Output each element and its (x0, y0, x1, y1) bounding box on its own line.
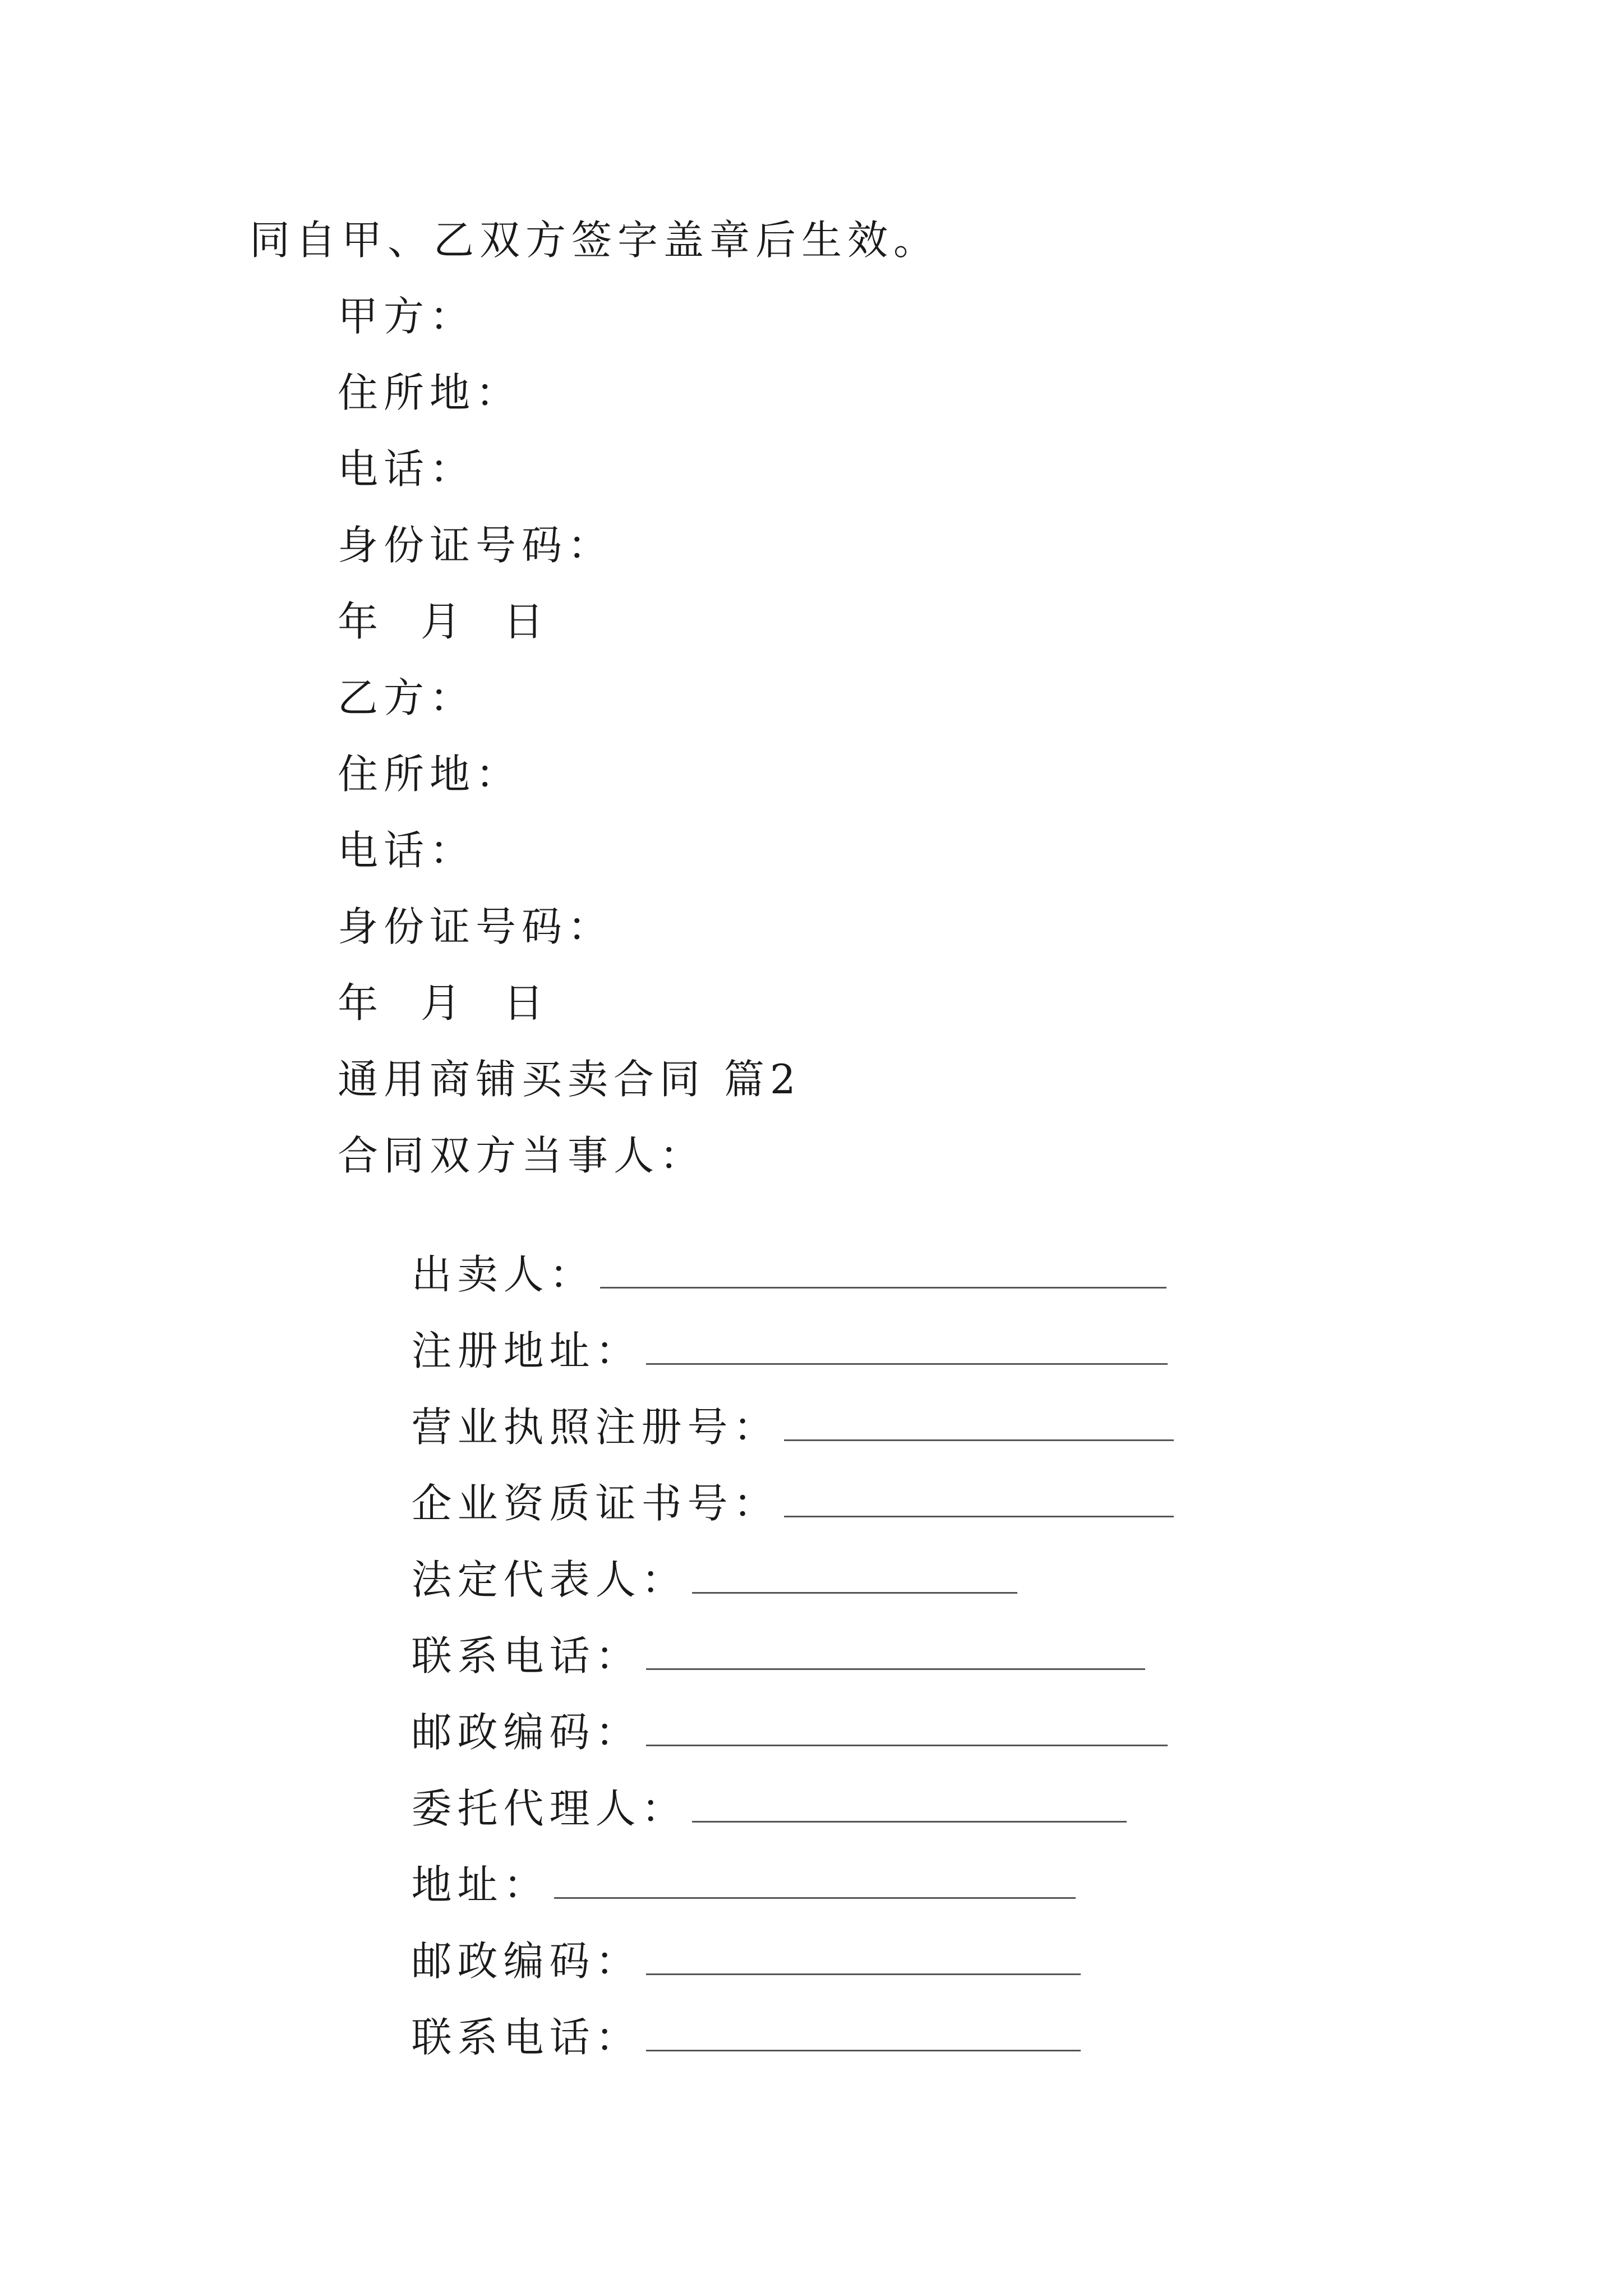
intro-line: 同自甲、乙双方签字盖章后生效。 (250, 217, 940, 264)
registered-address-blank-line (646, 1328, 1168, 1365)
party-b-label: 乙方： (338, 674, 476, 721)
party-a-address-label: 住所地： (338, 369, 522, 416)
party-b-date: 年 月 日 (338, 979, 550, 1027)
agent-phone-label: 联系电话： (411, 2014, 642, 2061)
party-a-label: 甲方： (338, 293, 476, 340)
agent-blank-line (692, 1786, 1127, 1823)
agent-phone-field (338, 1975, 1081, 2098)
agent-postal-code-blank-line (646, 1939, 1081, 1975)
agent-postal-code-label: 邮政编码： (411, 1938, 642, 1985)
party-a-id-label: 身份证号码： (338, 522, 614, 569)
postal-code-blank-line (646, 1710, 1168, 1746)
agent-label: 委托代理人： (411, 1785, 688, 1832)
agent-phone-blank-line (646, 2015, 1081, 2051)
qualification-cert-blank-line (784, 1481, 1174, 1517)
party-b-address-label: 住所地： (338, 751, 522, 798)
seller-label: 出卖人： (411, 1251, 596, 1298)
contact-phone-label: 联系电话： (411, 1632, 642, 1680)
postal-code-label: 邮政编码： (411, 1709, 642, 1756)
section-title: 通用商铺买卖合同 篇2 (338, 1056, 801, 1103)
seller-blank-line (600, 1252, 1166, 1289)
business-license-label: 营业执照注册号： (411, 1404, 780, 1451)
party-a-phone-label: 电话： (338, 445, 476, 493)
party-b-phone-label: 电话： (338, 827, 476, 874)
parties-heading: 合同双方当事人： (338, 1132, 706, 1179)
business-license-blank-line (784, 1405, 1174, 1441)
qualification-cert-label: 企业资质证书号： (411, 1480, 780, 1527)
legal-rep-label: 法定代表人： (411, 1556, 688, 1603)
legal-rep-blank-line (692, 1557, 1017, 1594)
address-blank-line (554, 1862, 1076, 1899)
party-b-id-label: 身份证号码： (338, 903, 614, 950)
contact-phone-blank-line (646, 1634, 1145, 1670)
address-label: 地址： (411, 1861, 550, 1908)
party-a-date: 年 月 日 (338, 598, 550, 645)
registered-address-label: 注册地址： (411, 1327, 642, 1374)
